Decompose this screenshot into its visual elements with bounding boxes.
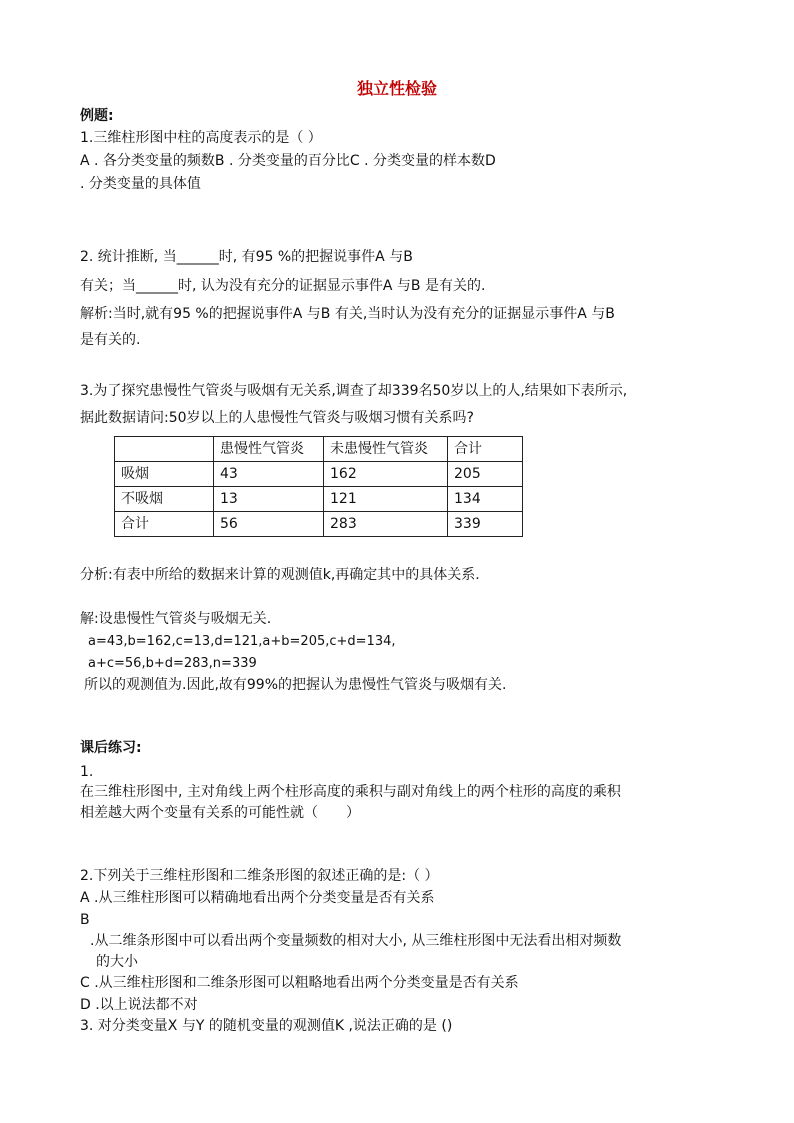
q3-solution-line2: a=43,b=162,c=13,d=121,a+b=205,c+d=134, [88, 634, 396, 649]
ex2-option-d: D .以上说法都不对 [80, 997, 198, 1013]
ex1-number: 1. [80, 764, 94, 780]
q3-solution-line3: a+c=56,b+d=283,n=339 [88, 656, 257, 671]
table-cell: 162 [324, 462, 448, 487]
ex2-option-b-line1: .从二维条形图中可以看出两个变量频数的相对大小, 从三维柱形图中无法看出相对频数 [90, 933, 622, 949]
table-header-cell: 合计 [448, 437, 523, 462]
ex3-stem: 3. 对分类变量X 与Y 的随机变量的观测值K ,说法正确的是 () [80, 1018, 453, 1034]
table-cell: 43 [214, 462, 324, 487]
table-cell: 134 [448, 487, 523, 512]
ex1-line1: 在三维柱形图中, 主对角线上两个柱形高度的乘积与副对角线上的两个柱形的高度的乘积 [80, 784, 621, 800]
table-header-cell: 患慢性气管炎 [214, 437, 324, 462]
table-cell: 283 [324, 512, 448, 537]
table-cell: 121 [324, 487, 448, 512]
table-header-cell [115, 437, 214, 462]
q2-line1: 2. 统计推断, 当______时, 有95 %的把握说事件A 与B [80, 249, 413, 265]
exercise-heading: 课后练习: [80, 740, 142, 756]
example-heading: 例题: [80, 108, 114, 124]
q1-stem: 1.三维柱形图中柱的高度表示的是（ ） [80, 130, 322, 146]
q3-solution-line1: 解:设患慢性气管炎与吸烟无关. [80, 611, 272, 627]
q1-options-line2: . 分类变量的具体值 [80, 176, 201, 192]
table-header-cell: 未患慢性气管炎 [324, 437, 448, 462]
table-row [115, 512, 523, 537]
ex2-option-c: C .从三维柱形图和二维条形图可以粗略地看出两个分类变量是否有关系 [80, 975, 519, 991]
data-table [114, 436, 523, 537]
ex2-stem: 2.下列关于三维柱形图和二维条形图的叙述正确的是:（ ） [80, 868, 439, 884]
table-cell: 不吸烟 [115, 487, 214, 512]
table-cell: 吸烟 [115, 462, 214, 487]
q1-options-line1: A . 各分类变量的频数B . 分类变量的百分比C . 分类变量的样本数D [80, 153, 496, 169]
table-row [115, 487, 523, 512]
q2-analysis-line2: 是有关的. [80, 332, 141, 348]
ex2-option-b-label: B [80, 912, 90, 928]
ex2-option-b-line2: 的大小 [96, 954, 138, 970]
ex2-option-a: A .从三维柱形图可以精确地看出两个分类变量是否有关系 [80, 890, 435, 906]
table-cell: 56 [214, 512, 324, 537]
table-cell: 339 [448, 512, 523, 537]
q3-line1: 3.为了探究患慢性气管炎与吸烟有无关系,调查了却339名50岁以上的人,结果如下表所示, [80, 383, 628, 399]
q3-analysis: 分析:有表中所给的数据来计算的观测值k,再确定其中的具体关系. [80, 567, 480, 583]
q2-analysis-line1: 解析:当时,就有95 %的把握说事件A 与B 有关,当时认为没有充分的证据显示事件A 与B [80, 306, 615, 322]
table-cell: 13 [214, 487, 324, 512]
table-cell: 205 [448, 462, 523, 487]
q3-solution-line4: 所以的观测值为.因此,故有99%的把握认为患慢性气管炎与吸烟有关. [84, 677, 507, 693]
ex1-line2: 相差越大两个变量有关系的可能性就（ ） [80, 805, 360, 821]
q2-line2: 有关；当______时, 认为没有充分的证据显示事件A 与B 是有关的. [80, 278, 486, 294]
table-cell: 合计 [115, 512, 214, 537]
table-header-row [115, 437, 523, 462]
page-title: 独立性检验 [356, 79, 437, 98]
table-row [115, 462, 523, 487]
q3-line2: 据此数据请问:50岁以上的人患慢性气管炎与吸烟习惯有关系吗? [80, 410, 474, 426]
